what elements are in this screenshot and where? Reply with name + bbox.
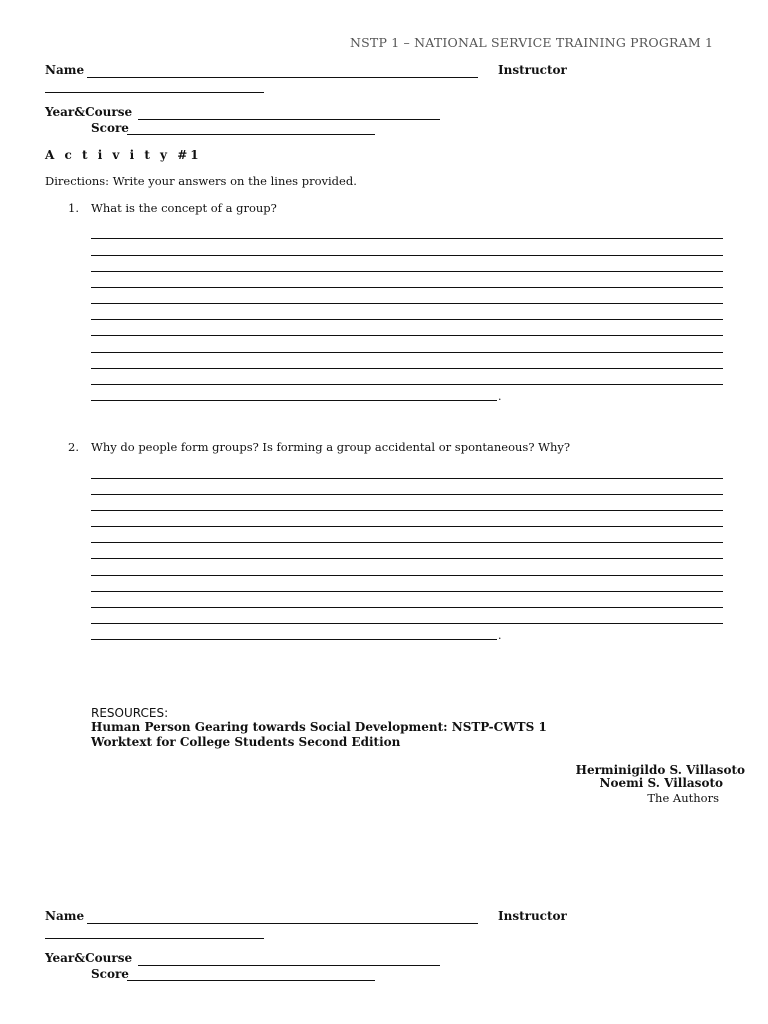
answer-line[interactable] (91, 558, 723, 559)
answer-line[interactable] (91, 400, 497, 401)
authors-caption: The Authors (647, 791, 719, 805)
year-course-field[interactable] (138, 119, 440, 120)
answer-line[interactable] (91, 639, 497, 640)
answer-line[interactable] (91, 591, 723, 592)
resources-label: RESOURCES: (91, 706, 169, 720)
activity-title: A c t i v i t y #1 (45, 148, 202, 162)
page-header: NSTP 1 – NATIONAL SERVICE TRAINING PROGRAM 1 (350, 35, 714, 50)
answer-line[interactable] (91, 238, 723, 239)
answer-line[interactable] (91, 575, 723, 576)
answer-line[interactable] (91, 494, 723, 495)
name-label: Name (45, 909, 85, 923)
year-course-label: Year&Course (45, 105, 133, 119)
question-number: 2. (68, 440, 79, 454)
instructor-field[interactable] (45, 92, 264, 93)
line-end-mark: . (498, 629, 502, 642)
question-text: Why do people form groups? Is forming a group accidental or spontaneous? Why? (91, 440, 571, 454)
author-1: Herminigildo S. Villasoto (575, 763, 745, 777)
instructor-label: Instructor (498, 909, 567, 923)
name-field[interactable] (87, 923, 478, 924)
answer-line[interactable] (91, 335, 723, 336)
year-course-field[interactable] (138, 965, 440, 966)
score-label: Score (91, 121, 129, 135)
score-field[interactable] (127, 980, 375, 981)
answer-line[interactable] (91, 623, 723, 624)
name-field[interactable] (87, 77, 478, 78)
answer-line[interactable] (91, 607, 723, 608)
answer-line[interactable] (91, 542, 723, 543)
answer-line[interactable] (91, 271, 723, 272)
answer-line[interactable] (91, 368, 723, 369)
question-text: What is the concept of a group? (91, 201, 277, 215)
name-label: Name (45, 63, 85, 77)
answer-line[interactable] (91, 510, 723, 511)
answer-line[interactable] (91, 352, 723, 353)
answer-line[interactable] (91, 319, 723, 320)
instructor-label: Instructor (498, 63, 567, 77)
answer-line[interactable] (91, 303, 723, 304)
answer-line[interactable] (91, 526, 723, 527)
directions-text: Directions: Write your answers on the lines provided. (45, 174, 357, 188)
resource-title-line1: Human Person Gearing towards Social Development: NSTP-CWTS 1 (91, 720, 547, 734)
question-number: 1. (68, 201, 79, 215)
answer-line[interactable] (91, 255, 723, 256)
answer-line[interactable] (91, 384, 723, 385)
instructor-field[interactable] (45, 938, 264, 939)
score-label: Score (91, 967, 129, 981)
answer-line[interactable] (91, 478, 723, 479)
resource-title-line2: Worktext for College Students Second Edition (91, 735, 401, 749)
answer-line[interactable] (91, 287, 723, 288)
line-end-mark: . (498, 390, 502, 403)
author-2: Noemi S. Villasoto (599, 776, 723, 790)
year-course-label: Year&Course (45, 951, 133, 965)
score-field[interactable] (127, 134, 375, 135)
